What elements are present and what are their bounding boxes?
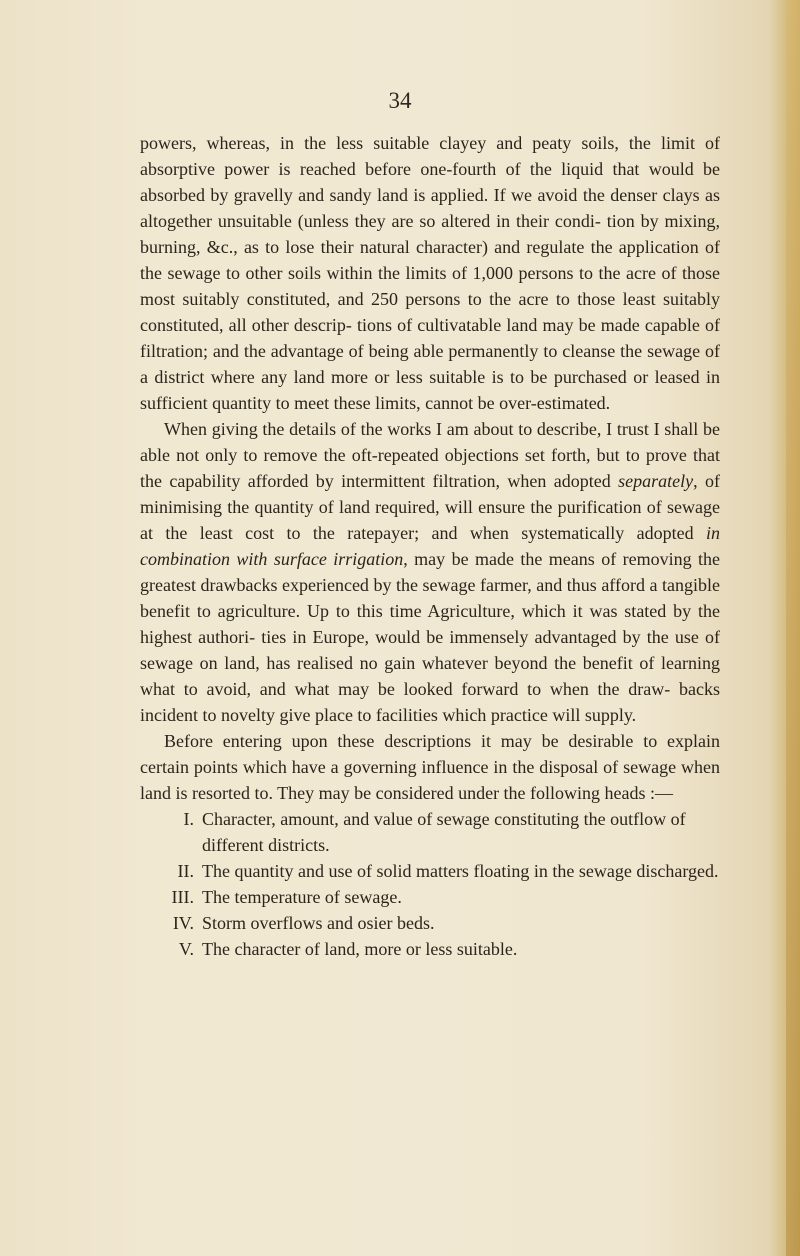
paragraph-2-part-1: When giving the details of the works I am about to describe, I trust I shall be able not only to remove the oft-repeated objections set forth, but to prove that the capability afforded by intermittent filtration, when adopted (140, 419, 720, 491)
list-item (140, 884, 720, 910)
list-item (140, 858, 720, 884)
list-item (140, 936, 720, 962)
heads-list (140, 806, 720, 962)
list-item (140, 806, 720, 858)
paragraph-2-part-3: , may be made the means of removing the greatest drawbacks experienced by the sewage farmer, and thus afford a tangible benefit to agriculture. Up to this time Agriculture, which it was stated by the highest authori- ties in Europe, would be immensely advantaged by the use of sewage on land, has realised no gain whatever beyond the benefit of learning what to avoid, and what may be looked forward to when the draw- backs incident to novelty give place to facilities which practice will supply. (140, 549, 720, 725)
list-item-text: The character of land, more or less suitable. (202, 939, 518, 959)
list-item (140, 910, 720, 936)
paragraph-2-part-2: , of minimising the quantity of land required, will ensure the purification of sewage at the least cost to the ratepayer; and when systematically adopted (140, 471, 720, 543)
list-item-number: IV. (172, 913, 194, 933)
page-edge (786, 0, 800, 1256)
body-text (140, 130, 720, 962)
paragraph-2 (140, 416, 720, 728)
paragraph-3: Before entering upon these descriptions it may be desirable to explain certain points which have a governing influence in the disposal of sewage when land is resorted to. They may be considered under the following heads :— (140, 731, 720, 803)
list-item-number: III. (171, 887, 194, 907)
list-item-number: I. (183, 809, 194, 829)
list-item-number: II. (177, 861, 194, 881)
list-item-number: V. (178, 939, 194, 959)
list-item-text: The quantity and use of solid matters floating in the sewage discharged. (202, 861, 719, 881)
page-number: 34 (388, 88, 412, 113)
paragraph-2-italic-1: separately (618, 471, 694, 491)
paragraph-2-italic-2: in combination with surface irrigation (140, 523, 720, 569)
list-item-text: Character, amount, and value of sewage constituting the outflow of different districts. (202, 809, 686, 855)
list-item-text: The temperature of sewage. (202, 887, 402, 907)
paragraph-1: powers, whereas, in the less suitable clayey and peaty soils, the limit of absorptive power is reached before one-fourth of the liquid that would be absorbed by gravelly and sandy land is applied. If we avoid the denser clays as altogether unsuitable (unless they are so altered in their condi- tion by mixing, burning, &c., as to lose their natural character) and regulate the application of the sewage to other soils within the limits of 1,000 persons to the acre of those most suitably constituted, and 250 persons to the acre to those least suitably constituted, all other descrip- tions of cultivatable land may be made capable of filtration; and the advantage of being able permanently to cleanse the sewage of a district where any land more or less suitable is to be purchased or leased in sufficient quantity to meet these limits, cannot be over-estimated. (140, 133, 720, 413)
list-item-text: Storm overflows and osier beds. (202, 913, 435, 933)
